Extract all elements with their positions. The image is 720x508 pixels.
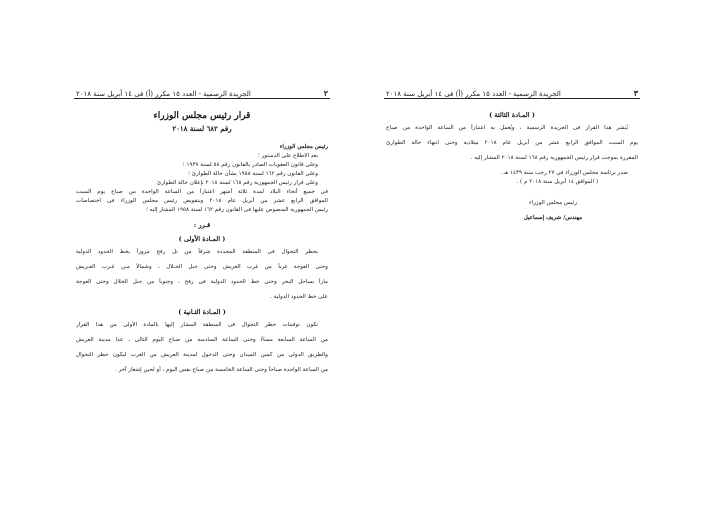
- signatory-name: مهندس/ شريف إسماعيل: [523, 215, 583, 221]
- article-2-line: تكون توقيتات حظر التجوال فى المنطقة المشار إليها بالمادة الأولى من هذا القرار: [76, 322, 318, 328]
- issuer-line: رئيس مجلس الوزراء: [279, 144, 328, 150]
- article-1-heading: ( المـادة الأولى ): [178, 235, 226, 243]
- preamble-line: بعد الاطلاع على الدستور ؛: [258, 153, 318, 159]
- article-2-heading: ( المـادة الثـانية ): [178, 308, 226, 316]
- page-content: [384, 99, 640, 223]
- article-2-line: والطريق الدولى من كمين الميدان وحتى الدخول لمدينة العريش من الغرب ليكون حظر التجوال: [76, 352, 328, 358]
- running-title: الجريدة الرسمية - العدد ١٥ مكرر (أ) فى ١٤ أبريل سنة ٢٠١٨: [386, 90, 561, 98]
- decided-heading: قـرر :: [193, 221, 211, 229]
- page-number: ٣: [633, 88, 638, 98]
- article-1-line: ماراً بساحل البحر وحتى خط الحدود الدولية فى رفح ، وجنوباً من جبل الحلال وحتى العوجة: [76, 279, 328, 285]
- preamble-line: الموافق الرابع عشر من أبريل عام ٢٠١٨ وبتفويض رئيس مجلس الوزراء فى اختصاصات: [76, 198, 328, 204]
- article-2-line: من الساعة السابعة مساءً وحتى الساعة السادسة من صباح اليوم التالى ، عدا مدينة العريش: [76, 337, 328, 343]
- signature-block: [386, 199, 598, 223]
- article-3-line: يُنشر هذا القرار فى الجريدة الرسمية ، ويُعمل به اعتباراً من الساعة الواحدة من صباح: [386, 125, 628, 131]
- preamble-line: وعلى قرار رئيس الجمهورية رقم ١٦٨ لسنة ٢٠١٨ بإعلان حالة الطوارئ: [156, 180, 318, 186]
- article-3-line: المقررة بموجب قرار رئيس الجمهورية رقم ١٦٨ لسنة ٢٠١٨ المشار إليه .: [470, 155, 638, 161]
- article-3-heading: ( المـادة الثالثة ): [489, 111, 535, 119]
- page-content: [74, 99, 330, 375]
- decree-number: رقم ٦٨٢ لسنة ٢٠١٨: [172, 124, 232, 133]
- preamble-line: وعلى قانون العقوبات الصادر بالقانون رقم ٥٨ لسنة ١٩٣٧ ؛: [182, 162, 318, 168]
- page-3: [384, 64, 640, 444]
- running-head: [74, 84, 330, 99]
- article-1-line: على خط الحدود الدولية .: [270, 294, 328, 300]
- decree-title: قرار رئيس مجلس الوزراء: [153, 111, 251, 121]
- preamble-line: وعلى القانون رقم ١٦٢ لسنة ١٩٥٨ بشأن حالة الطوارئ ؛: [188, 171, 318, 177]
- issued-line: صدر برئاسة مجلس الوزراء فى ٢٧ رجب سنة ١٤٣٩ هـ .: [500, 170, 628, 176]
- signatory-title: رئيس مجلس الوزراء: [529, 200, 577, 206]
- corresponding-date-line: ( الموافق ١٤ أبريل سنة ٢٠١٨ م ) .: [516, 179, 598, 185]
- preamble-line: فى جميع أنحاء البلاد لمدة ثلاثة أشهر اعتباراً من الساعة الواحدة من صباح يوم السبت: [76, 189, 328, 195]
- article-2-line: من الساعة الواحدة صباحاً وحتى الساعة الخامسة من صباح نفس اليوم ، أو لحين إشعار آخر .: [114, 367, 328, 373]
- running-head: [384, 84, 640, 99]
- page-2: [74, 64, 330, 444]
- page-number: ٢: [323, 88, 328, 98]
- article-3-line: يوم السبت الموافق الرابع عشر من أبريل عام ٢٠١٨ ميلادية وحتى انتهاء حالة الطوارئ: [386, 140, 638, 146]
- article-1-line: وحتى العوجة غرباً من غرب العريش وحتى جبل الحـلال ، وشمالاً مـن غـرب العـريش: [76, 264, 328, 270]
- article-1-line: يحظر التجوال فى المنطقة المحددة شرقاً من تل رفح مروراً بخط الحدود الدولية: [76, 249, 318, 255]
- preamble-line: رئيس الجمهورية المنصوص عليها فى القانون رقم ١٦٢ لسنة ١٩٥٨ المشار إليه ؛: [146, 207, 328, 213]
- running-title: الجريدة الرسمية - العدد ١٥ مكرر (أ) فى ١٤ أبريل سنة ٢٠١٨: [76, 90, 251, 98]
